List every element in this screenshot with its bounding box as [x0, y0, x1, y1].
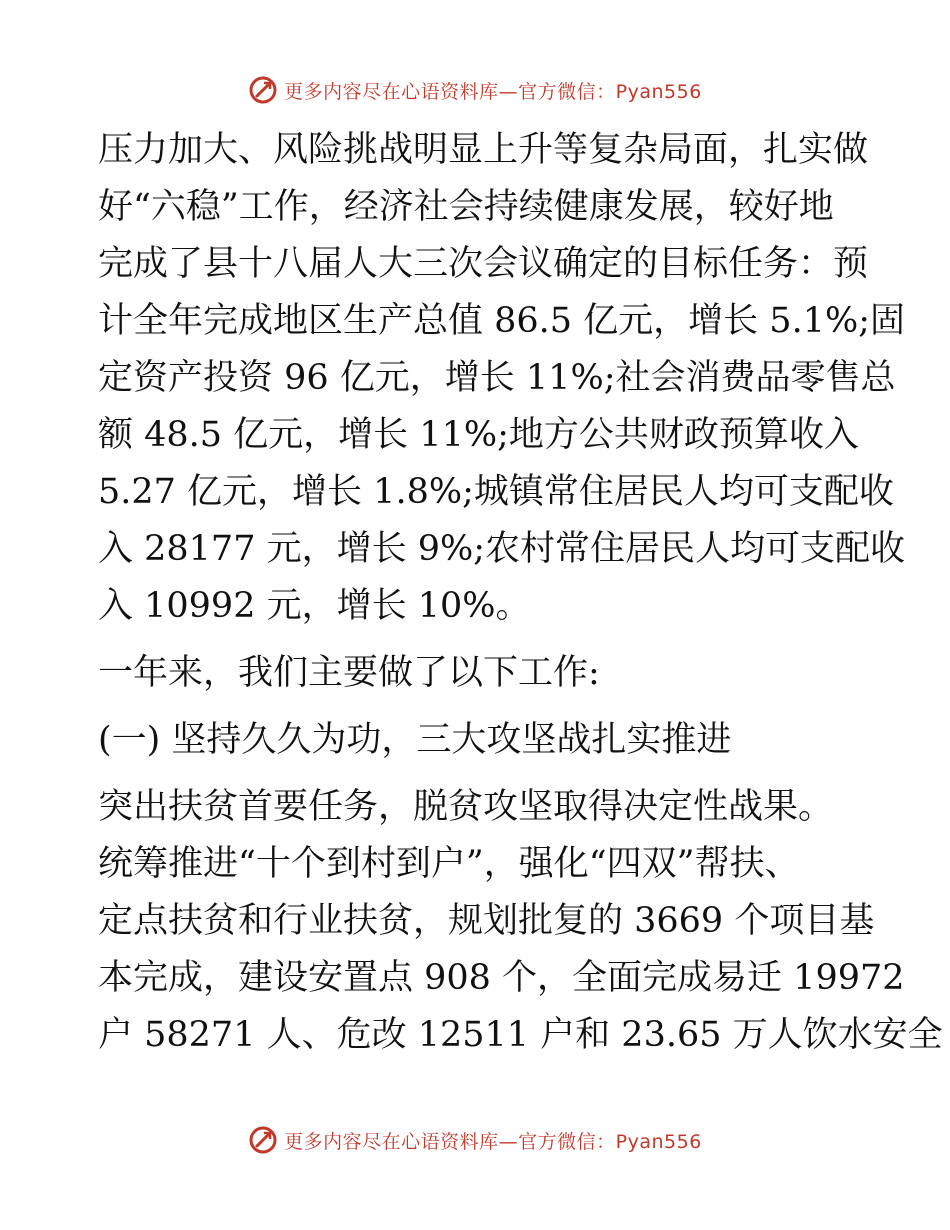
- text-line: 户 58271 人、危改 12511 户和 23.65 万人饮水安全: [98, 1015, 943, 1055]
- text-line: 一年来，我们主要做了以下工作:: [98, 653, 600, 693]
- paragraph-summary: [98, 122, 906, 635]
- header-watermark: [0, 72, 950, 108]
- text-line: 定点扶贫和行业扶贫，规划批复的 3669 个项目基: [98, 901, 875, 941]
- watermark-text: 更多内容尽在心语资料库—官方微信：Pyan556: [284, 1130, 702, 1153]
- text-line: 入 28177 元，增长 9%;农村常住居民人均可支配收: [98, 529, 906, 569]
- text-line: 计全年完成地区生产总值 86.5 亿元，增长 5.1%;固: [98, 301, 906, 341]
- brand-logo-icon: [248, 1125, 278, 1155]
- text-line: 定资产投资 96 亿元，增长 11%;社会消费品零售总: [98, 358, 896, 398]
- brand-logo-icon: [248, 75, 278, 105]
- footer-watermark: [0, 1122, 950, 1158]
- section-heading: [98, 712, 858, 769]
- paragraph-poverty: [98, 779, 943, 1064]
- text-line: 5.27 亿元，增长 1.8%;城镇常住居民人均可支配收: [98, 472, 894, 512]
- text-line: (一) 坚持久久为功，三大攻坚战扎实推进: [98, 720, 732, 760]
- text-line: 好“六稳”工作，经济社会持续健康发展，较好地: [98, 187, 834, 227]
- text-line: 统筹推进“十个到村到户”，强化“四双”帮扶、: [98, 844, 800, 884]
- text-line: 压力加大、风险挑战明显上升等复杂局面，扎实做: [98, 130, 869, 170]
- text-line: 本完成，建设安置点 908 个，全面完成易迁 19972: [98, 958, 905, 998]
- text-line: 入 10992 元，增长 10%。: [98, 586, 531, 626]
- text-line: 突出扶贫首要任务，脱贫攻坚取得决定性战果。: [98, 787, 834, 827]
- watermark-text: 更多内容尽在心语资料库—官方微信：Pyan556: [284, 80, 702, 103]
- paragraph-intro: [98, 645, 858, 702]
- document-body: [98, 122, 943, 1064]
- text-line: 完成了县十八届人大三次会议确定的目标任务：预: [98, 244, 869, 284]
- text-line: 额 48.5 亿元，增长 11%;地方公共财政预算收入: [98, 415, 859, 455]
